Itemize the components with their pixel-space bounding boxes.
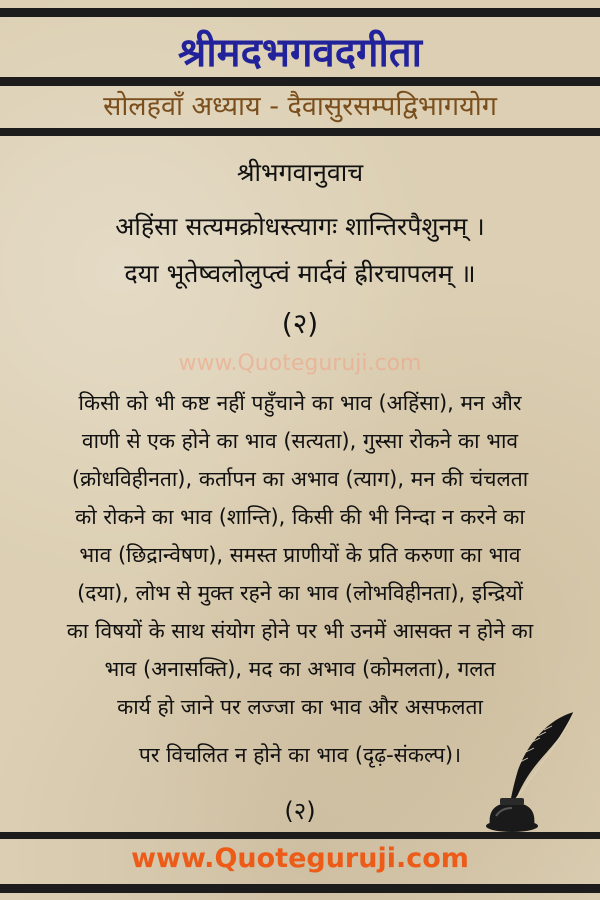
footer-divider (0, 832, 600, 839)
meaning-line: को रोकने का भाव (शान्ति), किसी की भी निन्दा न करने का (75, 505, 525, 529)
meaning-line: का विषयों के साथ संयोग होने पर भी उनमें आसक्त न होने का (66, 619, 534, 643)
title-divider (0, 77, 600, 86)
meaning-line: वाणी से एक होने का भाव (सत्यता), गुस्सा रोकने का भाव (81, 429, 519, 453)
verse-speaker: श्रीभगवानुवाच (236, 158, 364, 187)
chapter-subtitle: सोलहवाँ अध्याय - दैवासुरसम्पद्विभागयोग (103, 91, 497, 122)
verse-number: (२) (281, 307, 319, 340)
meaning-line: पर विचलित न होने का भाव (दृढ़-संकल्प)। (138, 743, 462, 767)
meaning-line: किसी को भी कष्ट नहीं पहुँचाने का भाव (अहिंसा), मन और (78, 391, 522, 415)
verse-line: दया भूतेष्वलोलुप्त्वं मार्दवं ह्रीरचापलम् ॥ (124, 259, 476, 288)
meaning-line: भाव (अनासक्ति), मद का अभाव (कोमलता), गलत (104, 657, 496, 681)
verse-line: अहिंसा सत्यमक्रोधस्त्यागः शान्तिरपैशुनम् । (115, 212, 485, 241)
quill-inkpot-icon (482, 708, 582, 833)
top-bar (0, 8, 600, 17)
meaning-line: भाव (छिद्रान्वेषण), समस्त प्राणीयों के प्रति करुणा का भाव (79, 543, 521, 567)
meaning-line: कार्य हो जाने पर लज्जा का भाव और असफलता (117, 695, 483, 719)
page-title: श्रीमदभगवदगीता (178, 30, 422, 76)
meaning-line: (क्रोधविहीनता), कर्तापन का अभाव (त्याग), मन की चंचलता (71, 467, 529, 491)
watermark-text: www.Quoteguruji.com (178, 351, 422, 376)
subtitle-divider (0, 128, 600, 136)
footer-website: www.Quoteguruji.com (131, 843, 469, 874)
meaning-line: (दया), लोभ से मुक्त रहने का भाव (लोभविहीनता), इन्द्रियों (77, 581, 523, 605)
meaning-number: (२) (284, 797, 316, 825)
bottom-bar (0, 884, 600, 893)
